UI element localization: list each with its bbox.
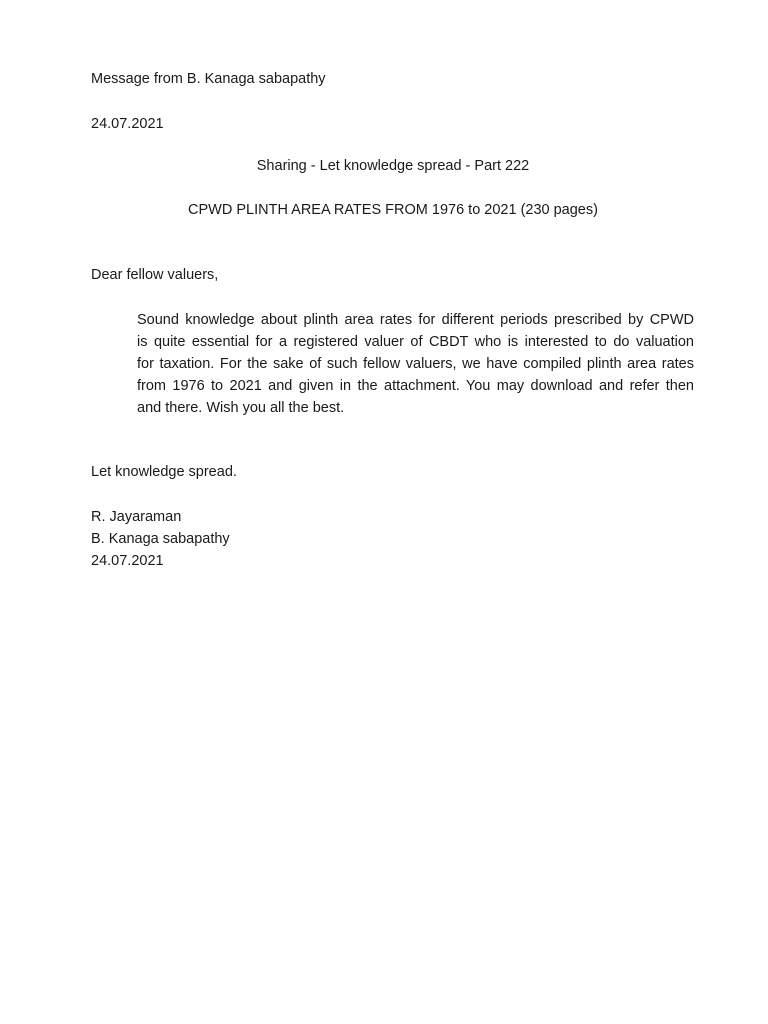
signature-date: 24.07.2021 <box>91 553 164 569</box>
body-paragraph <box>137 309 694 419</box>
signature-name-2: B. Kanaga sabapathy <box>91 531 230 547</box>
paragraph-line: Sound knowledge about plinth area rates for different periods prescribed by CPWD <box>137 312 694 328</box>
closing-line: Let knowledge spread. <box>91 464 237 480</box>
header-date: 24.07.2021 <box>91 116 164 132</box>
signature-name-1: R. Jayaraman <box>91 509 182 525</box>
series-title: Sharing - Let knowledge spread - Part 222 <box>256 158 530 174</box>
salutation: Dear fellow valuers, <box>91 267 219 283</box>
subject-title: CPWD PLINTH AREA RATES FROM 1976 to 2021 (230 pages) <box>188 202 598 218</box>
paragraph-line: for taxation. For the sake of such fellow valuers, we have compiled plinth area rates <box>137 356 694 372</box>
paragraph-line: from 1976 to 2021 and given in the attachment. You may download and refer then <box>137 378 694 394</box>
paragraph-line: and there. Wish you all the best. <box>137 400 345 416</box>
paragraph-line: is quite essential for a registered valuer of CBDT who is interested to do valuation <box>137 334 694 350</box>
message-from-line: Message from B. Kanaga sabapathy <box>91 71 326 87</box>
